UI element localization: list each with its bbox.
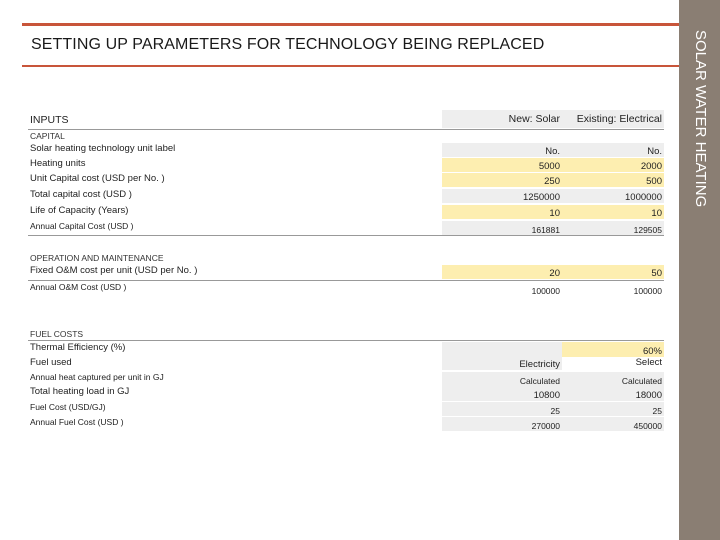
table-row: Total capital cost (USD ) 1250000 1000000 bbox=[30, 189, 662, 203]
side-title bbox=[691, 30, 711, 220]
page-title: SETTING UP PARAMETERS FOR TECHNOLOGY BEING REPLACED bbox=[31, 36, 545, 53]
table-row: Life of Capacity (Years) 10 10 bbox=[30, 205, 662, 219]
table-row: Fixed O&M cost per unit (USD per No. ) 20 50 bbox=[30, 265, 662, 279]
title-top-rule bbox=[22, 23, 679, 26]
col-header-new: New: Solar bbox=[442, 110, 562, 128]
fuel-section: FUEL COSTS bbox=[30, 329, 84, 339]
om-inner-divider bbox=[28, 280, 664, 281]
side-title-text: SOLAR WATER HEATING bbox=[692, 30, 709, 208]
fuel-divider bbox=[28, 340, 664, 341]
table-header-row bbox=[28, 110, 664, 128]
table-row: Total heating load in GJ 10800 18000 bbox=[30, 386, 662, 401]
table-row: Fuel Cost (USD/GJ) 25 25 bbox=[30, 402, 662, 416]
title-bottom-rule bbox=[22, 65, 679, 67]
om-section: OPERATION AND MAINTENANCE bbox=[30, 253, 164, 263]
capital-section: CAPITAL bbox=[30, 131, 65, 141]
inputs-label: INPUTS bbox=[30, 114, 69, 126]
table-row: Heating units 5000 2000 bbox=[30, 158, 662, 172]
table-row: Thermal Efficiency (%) 60% bbox=[30, 342, 662, 357]
table-row: Unit Capital cost (USD per No. ) 250 500 bbox=[30, 173, 662, 187]
table-row: Annual Capital Cost (USD ) 161881 129505 bbox=[30, 221, 662, 235]
table-row: Solar heating technology unit label No. No. bbox=[30, 143, 662, 157]
table-row: Annual heat captured per unit in GJ Calculated Calculated bbox=[30, 372, 662, 386]
header-divider bbox=[28, 129, 664, 130]
col-header-existing: Existing: Electrical bbox=[562, 110, 664, 128]
table-row: Fuel used Electricity Select bbox=[30, 357, 662, 370]
capital-divider bbox=[28, 235, 664, 236]
table-row: Annual Fuel Cost (USD ) 270000 450000 bbox=[30, 417, 662, 431]
table-row: Annual O&M Cost (USD ) 100000 100000 bbox=[30, 282, 662, 296]
